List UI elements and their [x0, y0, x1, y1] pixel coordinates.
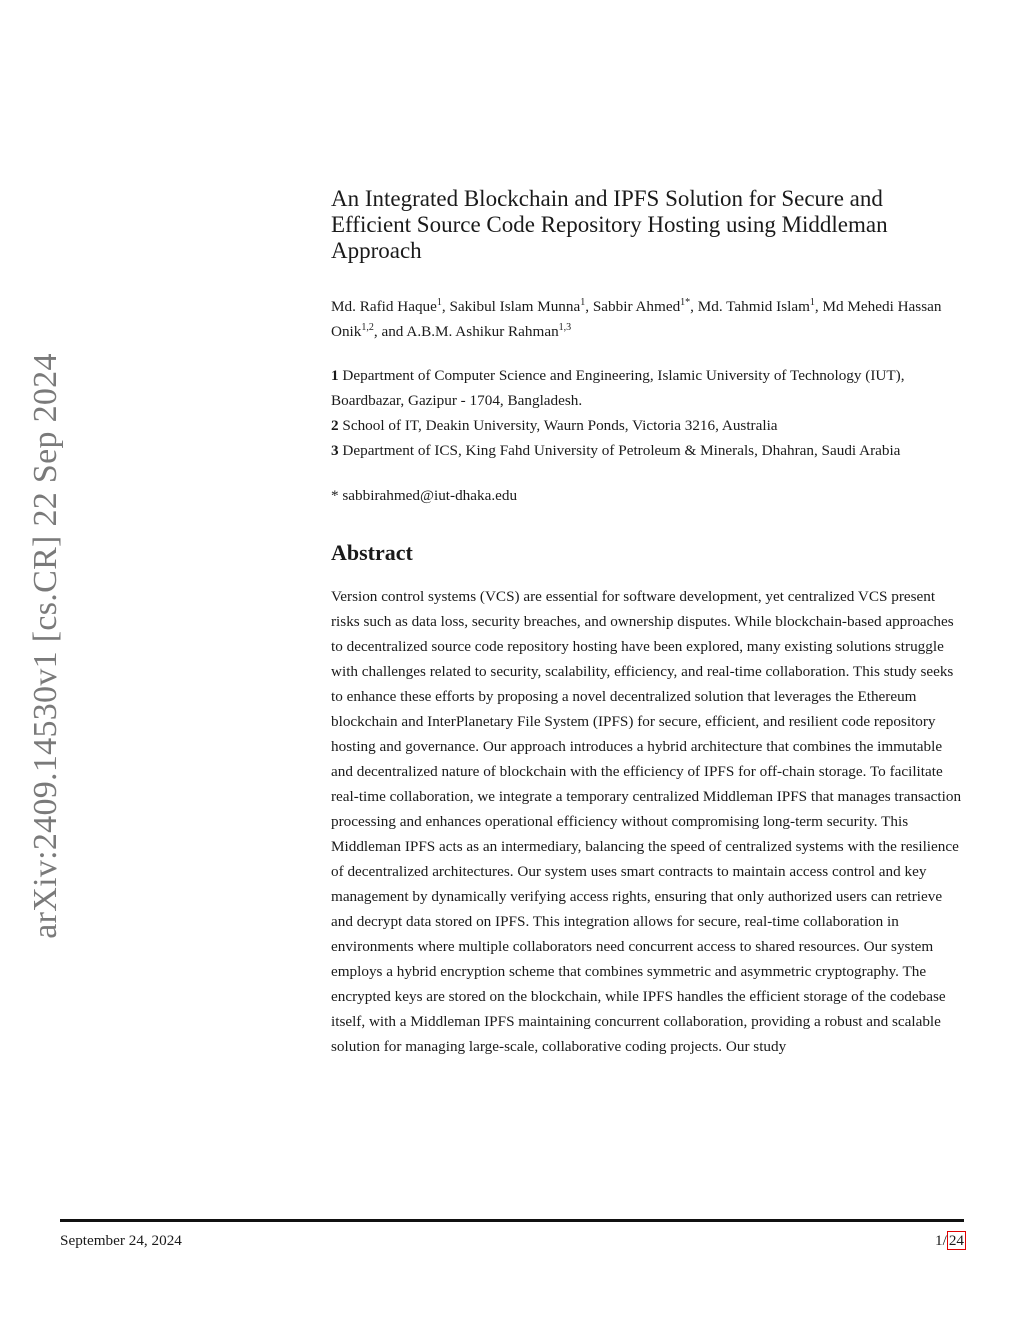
author-separator: ,	[814, 298, 823, 315]
corresponding-email: * sabbirahmed@iut-dhaka.edu	[331, 487, 518, 504]
author	[331, 298, 449, 315]
affiliation-item	[331, 413, 967, 438]
affiliation-text: Department of ICS, King Fahd University of Petroleum & Minerals, Dhahran, Saudi Arabia	[338, 442, 901, 459]
author-affiliation-mark: 1	[436, 296, 442, 308]
author-name: A.B.M. Ashikur Rahman	[406, 323, 559, 340]
author-separator: , and	[373, 323, 407, 340]
author-name: Md Mehedi Hassan Onik	[331, 298, 942, 340]
author-separator: ,	[585, 298, 593, 315]
arxiv-identifier-stamp: arXiv:2409.14530v1 [cs.CR] 22 Sep 2024	[27, 353, 64, 939]
author-separator: ,	[690, 298, 698, 315]
affiliation-text: Department of Computer Science and Engineering, Islamic University of Technology (IUT), Boardbazar, Gazipur - 1704, Bangladesh.	[331, 367, 905, 409]
affiliation-text: School of IT, Deakin University, Waurn Ponds, Victoria 3216, Australia	[338, 417, 778, 434]
footer-date: September 24, 2024	[60, 1232, 182, 1249]
abstract-text: Version control systems (VCS) are essential for software development, yet centralized VCS present risks such as data loss, security breaches, and ownership disputes. While blockchain-based approaches to decentralized source code repository hosting have been explored, many existing solutions struggle with challenges related to security, scalability, efficiency, and real-time collaboration. This study seeks to enhance these efforts by proposing a novel decentralized solution that leverages the Ethereum blockchain and InterPlanetary File System (IPFS) for secure, efficient, and resilient code repository hosting and governance. Our approach introduces a hybrid architecture that combines the immutable and decentralized nature of blockchain with the efficiency of IPFS for off-chain storage. To facilitate real-time collaboration, we integrate a temporary centralized Middleman IPFS that manages transaction processing and enhances operational efficiency without compromising long-term security. This Middleman IPFS acts as an intermediary, balancing the speed of centralized systems with the resilience of decentralized architectures. Our system uses smart contracts to maintain access control and key management by dynamically verifying access rights, ensuring that only authorized users can retrieve and decrypt data stored on IPFS. This integration allows for secure, real-time collaboration in environments where multiple collaborators need concurrent access to shared resources. Our system employs a hybrid encryption scheme that combines symmetric and asymmetric cryptography. The encrypted keys are stored on the blockchain, while IPFS handles the efficient storage of the codebase itself, with a Middleman IPFS maintaining concurrent collaboration, providing a robust and scalable solution for managing large-scale, collaborative coding projects. Our study	[331, 588, 962, 1055]
author	[593, 298, 698, 315]
abstract-heading: Abstract	[331, 540, 413, 565]
author	[406, 323, 571, 340]
paper-front-matter	[331, 186, 967, 1059]
page-number	[935, 1232, 966, 1250]
author-affiliation-mark: 1*	[680, 296, 691, 308]
total-pages-link[interactable]: 24	[948, 1232, 964, 1249]
author-affiliation-mark: 1,3	[558, 321, 572, 333]
author-affiliation-mark: 1,2	[361, 321, 374, 333]
author	[698, 298, 823, 315]
affiliation-number: 1	[331, 367, 339, 384]
author-separator: ,	[441, 298, 450, 315]
author-name: Sakibul Islam Munna	[449, 298, 581, 315]
paper-title: An Integrated Blockchain and IPFS Solution for Secure and Efficient Source Code Repository Hosting using Middleman Approach	[331, 186, 888, 263]
author-name: Sabbir Ahmed	[592, 298, 681, 315]
author-list	[331, 294, 967, 344]
affiliation-number: 3	[331, 442, 339, 459]
author-affiliation-mark: 1	[809, 296, 815, 308]
author-name: Md. Tahmid Islam	[697, 298, 810, 315]
page-current: 1/	[934, 1232, 947, 1249]
author-affiliation-mark: 1	[580, 296, 586, 308]
affiliation-list	[331, 363, 967, 463]
affiliation-item	[331, 363, 967, 413]
affiliation-number: 2	[331, 417, 339, 434]
footer-divider	[60, 1219, 964, 1222]
affiliation-item	[331, 438, 967, 463]
author	[449, 298, 592, 315]
author-name: Md. Rafid Haque	[331, 298, 437, 315]
